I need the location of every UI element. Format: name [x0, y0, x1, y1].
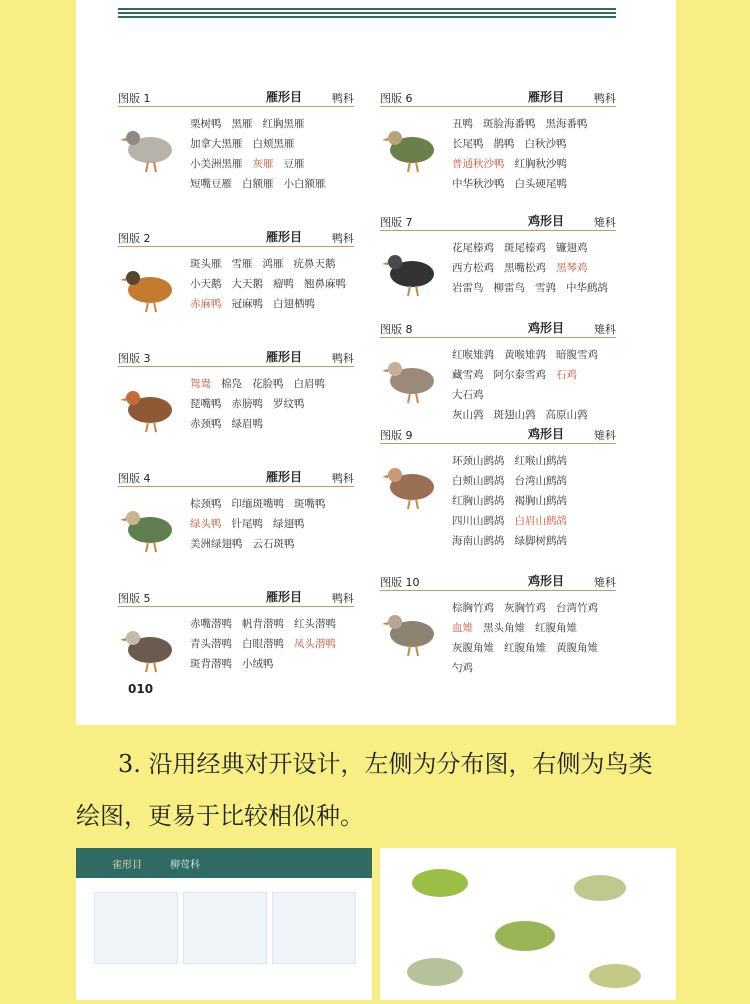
- species-name: 美洲绿翅鸭: [190, 538, 243, 550]
- caption-text: 3. 沿用经典对开设计，左侧为分布图，右侧为鸟类绘图，更易于比较相似种。: [76, 750, 653, 830]
- species-name: 赤麻鸭: [190, 298, 222, 310]
- species-name: 藏雪鸡: [452, 369, 484, 381]
- species-line: [452, 134, 622, 154]
- species-line: [190, 394, 360, 414]
- species-name: 白眉鸭: [293, 378, 325, 390]
- plate-order: 雁形目: [527, 90, 564, 104]
- distribution-map: [94, 892, 178, 964]
- species-name: 红喉雉鹑: [452, 349, 494, 361]
- species-name: 赤颈鸭: [190, 418, 222, 430]
- top-rule: [118, 8, 616, 20]
- family-label: 柳莺科: [170, 860, 200, 871]
- plate-block: [118, 468, 354, 578]
- species-name: 红腹角雉: [504, 642, 546, 654]
- species-name: 绿脚树鹧鸪: [514, 535, 567, 547]
- plate-block: [118, 348, 354, 458]
- species-name: 普通秋沙鸭: [452, 158, 505, 170]
- species-name: 斑背潜鸭: [190, 658, 232, 670]
- species-name: 冠麻鸭: [231, 298, 263, 310]
- species-name: 白秋沙鸭: [524, 138, 567, 150]
- species-name: 疣鼻天鹅: [293, 258, 336, 270]
- bird-illustration: [382, 240, 444, 302]
- species-list: [452, 114, 622, 194]
- species-line: [190, 654, 360, 674]
- species-line: [190, 414, 360, 434]
- species-line: [452, 238, 622, 258]
- plate-number: 图版 6: [380, 92, 413, 105]
- species-name: 白额雁: [242, 178, 274, 190]
- plate-number: 图版 9: [380, 429, 413, 442]
- species-line: [452, 154, 622, 174]
- species-name: 斑头雁: [190, 258, 222, 270]
- page-number: 010: [128, 682, 154, 696]
- species-name: 红胸山鹧鸪: [452, 495, 505, 507]
- bird-illustration: [120, 116, 182, 178]
- species-name: 小绒鸭: [242, 658, 274, 670]
- species-name: 翘鼻麻鸭: [304, 278, 346, 290]
- species-name: 鸳鸯: [190, 378, 211, 390]
- species-name: 赤嘴潜鸭: [190, 618, 232, 630]
- species-name: 短嘴豆雁: [190, 178, 232, 190]
- bird-illustration: [120, 256, 182, 318]
- species-line: [190, 534, 360, 554]
- species-name: 赤膀鸭: [231, 398, 263, 410]
- bird-illustration: [382, 600, 444, 662]
- species-name: 红胸秋沙鸭: [514, 158, 567, 170]
- distribution-map: [272, 892, 356, 964]
- species-name: 针尾鸭: [231, 518, 263, 530]
- distribution-page: [76, 848, 372, 1000]
- species-line: [452, 405, 622, 425]
- plate-order: 鸡形目: [527, 427, 564, 441]
- distribution-map: [183, 892, 267, 964]
- plate-family: 雉科: [594, 216, 616, 229]
- plate-block: [118, 228, 354, 338]
- species-name: 斑嘴鸭: [294, 498, 326, 510]
- species-line: [190, 614, 360, 634]
- species-line: [452, 531, 622, 551]
- species-name: 栗树鸭: [190, 118, 222, 130]
- species-name: 海南山鹧鸪: [452, 535, 505, 547]
- bird-illustration: [120, 616, 182, 678]
- species-name: 灰胸竹鸡: [504, 602, 546, 614]
- species-line: [190, 494, 360, 514]
- species-name: 加拿大黑雁: [190, 138, 243, 150]
- species-line: [452, 451, 622, 471]
- bird-illustration: [120, 376, 182, 438]
- plate-order: 雁形目: [265, 90, 302, 104]
- species-name: 黑琴鸡: [556, 262, 588, 274]
- plate-block: [380, 572, 616, 682]
- species-name: 褐胸山鹧鸪: [514, 495, 567, 507]
- plate-block: [380, 425, 616, 547]
- plate-number: 图版 2: [118, 232, 151, 245]
- plate-block: [118, 88, 354, 198]
- species-name: 丑鸭: [452, 118, 473, 130]
- species-name: 斑尾榛鸡: [504, 242, 546, 254]
- plate-header: [380, 425, 616, 444]
- species-name: 镰翅鸡: [556, 242, 588, 254]
- species-name: 小天鹅: [190, 278, 222, 290]
- plate-header: [380, 212, 616, 231]
- species-name: 白头硬尾鸭: [514, 178, 567, 190]
- species-name: 云石斑鸭: [252, 538, 295, 550]
- species-name: 红腹角雉: [535, 622, 577, 634]
- species-name: 豆雁: [283, 158, 305, 170]
- species-name: 红胸黑雁: [262, 118, 305, 130]
- plate-block: [118, 588, 354, 698]
- book-page: [76, 0, 676, 725]
- species-name: 雪鹑: [535, 282, 556, 294]
- species-list: [190, 114, 360, 194]
- species-list: [452, 598, 622, 678]
- plate-family: 鸭科: [332, 592, 354, 605]
- species-name: 白眉山鹧鸪: [514, 515, 567, 527]
- plate-family: 鸭科: [332, 92, 354, 105]
- species-name: 灰雁: [252, 158, 274, 170]
- species-line: [452, 658, 622, 678]
- species-name: 棉凫: [221, 378, 242, 390]
- plate-header: [118, 88, 354, 107]
- species-name: 血雉: [452, 622, 473, 634]
- plate-block: [380, 88, 616, 198]
- plate-header: [118, 468, 354, 487]
- plate-order: 鸡形目: [527, 214, 564, 228]
- species-name: 红喉山鹧鸪: [514, 455, 567, 467]
- plate-order: 雁形目: [265, 590, 302, 604]
- species-name: 罗纹鸭: [273, 398, 305, 410]
- species-list: [190, 254, 360, 314]
- species-name: 台湾竹鸡: [556, 602, 598, 614]
- species-name: 岩雷鸟: [452, 282, 484, 294]
- species-line: [452, 365, 622, 405]
- species-line: [190, 634, 360, 654]
- species-name: 红头潜鸭: [294, 618, 336, 630]
- species-line: [190, 154, 360, 174]
- species-name: 黑海番鸭: [545, 118, 588, 130]
- species-name: 中华秋沙鸭: [452, 178, 505, 190]
- plate-number: 图版 7: [380, 216, 413, 229]
- plate-header: [380, 88, 616, 107]
- species-name: 印缅斑嘴鸭: [231, 498, 284, 510]
- species-name: 灰腹角雉: [452, 642, 494, 654]
- plate-number: 图版 5: [118, 592, 151, 605]
- species-name: 黑雁: [231, 118, 253, 130]
- species-name: 勺鸡: [452, 662, 473, 674]
- species-name: 绿头鸭: [190, 518, 222, 530]
- species-name: 花脸鸭: [252, 378, 284, 390]
- species-name: 绿翅鸭: [273, 518, 305, 530]
- species-name: 台湾山鹧鸪: [514, 475, 567, 487]
- species-list: [190, 494, 360, 554]
- warbler-illustration: [380, 848, 676, 1000]
- bird-illustration: [382, 116, 444, 178]
- plate-order: 雁形目: [265, 230, 302, 244]
- plate-order: 鸡形目: [527, 574, 564, 588]
- species-name: 瘤鸭: [273, 278, 294, 290]
- species-name: 长尾鸭: [452, 138, 484, 150]
- plate-family: 雉科: [594, 429, 616, 442]
- plate-order: 雁形目: [265, 350, 302, 364]
- species-name: 棕颈鸭: [190, 498, 222, 510]
- species-name: 四川山鹧鸪: [452, 515, 505, 527]
- species-line: [452, 511, 622, 531]
- plate-number: 图版 3: [118, 352, 151, 365]
- species-name: 白翅栖鸭: [273, 298, 315, 310]
- species-name: 小白额雁: [283, 178, 326, 190]
- plate-header: [118, 348, 354, 367]
- species-line: [190, 294, 360, 314]
- species-name: 暗腹雪鸡: [556, 349, 598, 361]
- species-name: 鸿雁: [262, 258, 284, 270]
- species-name: 柳雷鸟: [493, 282, 525, 294]
- plate-block: [380, 319, 616, 429]
- species-line: [452, 114, 622, 134]
- species-line: [190, 374, 360, 394]
- plate-number: 图版 10: [380, 576, 420, 589]
- species-line: [452, 598, 622, 618]
- species-name: 绿眉鸭: [231, 418, 263, 430]
- species-list: [190, 614, 360, 674]
- bird-illustration: [120, 496, 182, 558]
- plate-header: [118, 228, 354, 247]
- species-name: 花尾榛鸡: [452, 242, 494, 254]
- species-name: 灰山鹑: [452, 409, 484, 421]
- species-name: 大石鸡: [452, 389, 484, 401]
- species-list: [452, 238, 622, 298]
- species-line: [452, 258, 622, 278]
- species-line: [452, 638, 622, 658]
- plate-order: 鸡形目: [527, 321, 564, 335]
- plate-family: 鸭科: [332, 352, 354, 365]
- species-list: [452, 451, 622, 551]
- species-name: 大天鹅: [231, 278, 263, 290]
- plate-order: 雁形目: [265, 470, 302, 484]
- species-name: 黑头角雉: [483, 622, 525, 634]
- species-line: [452, 174, 622, 194]
- plate-family: 鸭科: [594, 92, 616, 105]
- plate-number: 图版 4: [118, 472, 151, 485]
- species-name: 西方松鸡: [452, 262, 494, 274]
- plate-number: 图版 8: [380, 323, 413, 336]
- species-name: 青头潜鸭: [190, 638, 232, 650]
- species-line: [190, 174, 360, 194]
- species-line: [452, 345, 622, 365]
- species-name: 斑翅山鹑: [493, 409, 536, 421]
- species-name: 环颈山鹧鸪: [452, 455, 505, 467]
- species-line: [452, 618, 622, 638]
- illustration-page: [380, 848, 676, 1000]
- plate-header: [380, 319, 616, 338]
- plate-header: [380, 572, 616, 591]
- species-name: 黑嘴松鸡: [504, 262, 546, 274]
- species-name: 黄腹角雉: [556, 642, 598, 654]
- species-name: 帆背潜鸭: [242, 618, 284, 630]
- plate-family: 雉科: [594, 323, 616, 336]
- bird-illustration: [382, 453, 444, 515]
- plate-block: [380, 212, 616, 322]
- species-name: 小美洲黑雁: [190, 158, 243, 170]
- species-line: [452, 491, 622, 511]
- species-name: 石鸡: [556, 369, 577, 381]
- species-line: [190, 134, 360, 154]
- species-list: [452, 345, 622, 425]
- species-name: 鹊鸭: [493, 138, 515, 150]
- species-list: [190, 374, 360, 434]
- plate-number: 图版 1: [118, 92, 151, 105]
- species-name: 斑脸海番鸭: [483, 118, 536, 130]
- plate-header: [118, 588, 354, 607]
- plate-family: 鸭科: [332, 472, 354, 485]
- order-label: 雀形目: [112, 860, 142, 871]
- species-line: [452, 278, 622, 298]
- species-line: [190, 254, 360, 274]
- species-name: 中华鹧鸪: [566, 282, 608, 294]
- bird-illustration: [382, 347, 444, 409]
- species-line: [190, 274, 360, 294]
- plate-family: 鸭科: [332, 232, 354, 245]
- species-name: 白颊黑雁: [252, 138, 295, 150]
- species-line: [190, 114, 360, 134]
- species-name: 棕胸竹鸡: [452, 602, 494, 614]
- spread-preview: [76, 848, 676, 1000]
- species-name: 高原山鹑: [545, 409, 588, 421]
- species-name: 白颊山鹧鸪: [452, 475, 505, 487]
- species-line: [452, 471, 622, 491]
- species-name: 黄喉雉鹑: [504, 349, 546, 361]
- species-name: 白眼潜鸭: [242, 638, 284, 650]
- species-name: 雪雁: [231, 258, 253, 270]
- plate-family: 雉科: [594, 576, 616, 589]
- species-name: 阿尔泰雪鸡: [493, 369, 546, 381]
- species-line: [190, 514, 360, 534]
- species-name: 凤头潜鸭: [294, 638, 336, 650]
- species-name: 琵嘴鸭: [190, 398, 222, 410]
